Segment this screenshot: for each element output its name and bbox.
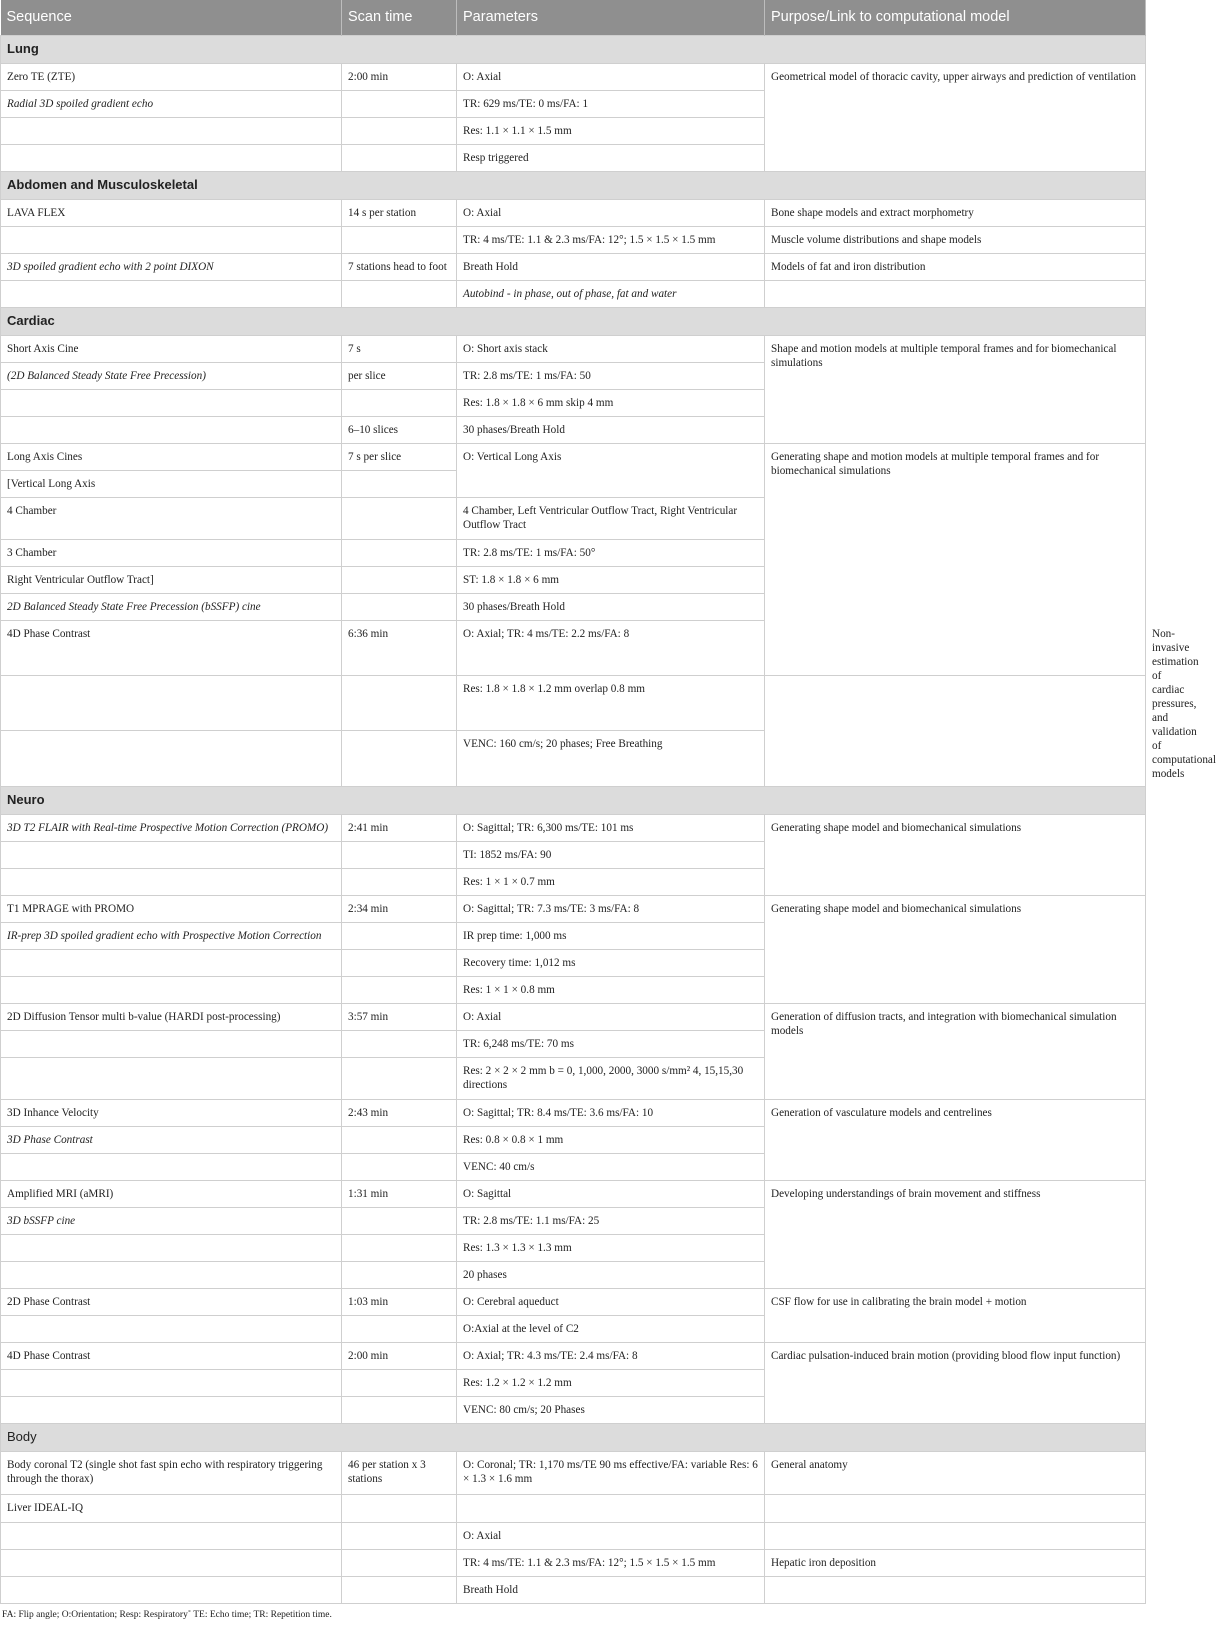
sequence-cell: 3D Phase Contrast <box>1 1126 342 1153</box>
scan-time-cell <box>342 949 457 976</box>
sequence-cell <box>1 675 342 730</box>
sequence-cell <box>1 416 342 443</box>
sequence-cell <box>1 949 342 976</box>
scan-time-cell <box>342 539 457 566</box>
purpose-cell: Bone shape models and extract morphometry <box>765 199 1146 226</box>
parameters-cell: VENC: 80 cm/s; 20 Phases <box>457 1396 765 1423</box>
table-row <box>1 895 1146 922</box>
sequence-cell: Radial 3D spoiled gradient echo <box>1 90 342 117</box>
table-row <box>1 1522 1146 1549</box>
parameters-cell: O: Axial <box>457 63 765 90</box>
scan-time-cell <box>342 1369 457 1396</box>
purpose-cell: Shape and motion models at multiple temporal frames and for biomechanical simulations <box>765 335 1146 443</box>
header-sequence: Sequence <box>1 0 342 35</box>
scan-time-cell <box>342 144 457 171</box>
sequence-cell <box>1 1030 342 1057</box>
sequence-cell: T1 MPRAGE with PROMO <box>1 895 342 922</box>
section-header-row <box>1 786 1146 814</box>
scan-time-cell <box>342 1234 457 1261</box>
purpose-cell <box>765 280 1146 307</box>
sequence-cell <box>1 868 342 895</box>
scan-time-cell <box>342 841 457 868</box>
parameters-cell: Resp triggered <box>457 144 765 171</box>
sequence-cell: Liver IDEAL-IQ <box>1 1494 342 1522</box>
scan-time-cell <box>342 1126 457 1153</box>
parameters-cell: O: Short axis stack <box>457 335 765 362</box>
scan-time-cell <box>342 731 457 786</box>
sequence-cell <box>1 976 342 1003</box>
scan-time-cell <box>342 1153 457 1180</box>
parameters-cell: Autobind - in phase, out of phase, fat and water <box>457 280 765 307</box>
sequence-cell <box>1 389 342 416</box>
purpose-cell: Generation of diffusion tracts, and integration with biomechanical simulation models <box>765 1003 1146 1099</box>
parameters-cell: TR: 4 ms/TE: 1.1 & 2.3 ms/FA: 12°; 1.5 × 1.5 × 1.5 mm <box>457 226 765 253</box>
table-row <box>1 253 1146 280</box>
sequence-cell <box>1 1315 342 1342</box>
parameters-cell: Breath Hold <box>457 1576 765 1603</box>
purpose-cell <box>765 1522 1146 1549</box>
parameters-cell: Res: 1 × 1 × 0.7 mm <box>457 868 765 895</box>
table-row <box>1 1099 1146 1126</box>
purpose-cell: General anatomy <box>765 1451 1146 1494</box>
sequence-cell <box>1 280 342 307</box>
scan-time-cell: 14 s per station <box>342 199 457 226</box>
parameters-cell: Res: 2 × 2 × 2 mm b = 0, 1,000, 2000, 3000 s/mm² 4, 15,15,30 directions <box>457 1057 765 1099</box>
scan-time-cell <box>342 566 457 593</box>
parameters-cell: TR: 4 ms/TE: 1.1 & 2.3 ms/FA: 12°; 1.5 × 1.5 × 1.5 mm <box>457 1549 765 1576</box>
purpose-cell: Cardiac pulsation-induced brain motion (providing blood flow input function) <box>765 1342 1146 1423</box>
parameters-cell: Res: 1.1 × 1.1 × 1.5 mm <box>457 117 765 144</box>
table-row <box>1 63 1146 90</box>
scan-time-cell <box>342 1315 457 1342</box>
purpose-cell: Generating shape model and biomechanical simulations <box>765 895 1146 1003</box>
parameters-cell: TR: 2.8 ms/TE: 1 ms/FA: 50° <box>457 539 765 566</box>
sequence-cell <box>1 144 342 171</box>
scan-time-cell <box>342 1057 457 1099</box>
parameters-cell: O:Axial at the level of C2 <box>457 1315 765 1342</box>
parameters-cell: TR: 629 ms/TE: 0 ms/FA: 1 <box>457 90 765 117</box>
purpose-cell <box>765 1494 1146 1522</box>
sequence-cell <box>1 1549 342 1576</box>
parameters-cell: ST: 1.8 × 1.8 × 6 mm <box>457 566 765 593</box>
scan-time-cell <box>342 1207 457 1234</box>
sequence-cell: LAVA FLEX <box>1 199 342 226</box>
scan-time-cell <box>342 117 457 144</box>
purpose-cell: Generation of vasculature models and centrelines <box>765 1099 1146 1180</box>
scan-time-cell: 7 s per slice <box>342 443 457 470</box>
parameters-cell: O: Sagittal <box>457 1180 765 1207</box>
section-header-row <box>1 35 1146 63</box>
parameters-cell: Res: 1 × 1 × 0.8 mm <box>457 976 765 1003</box>
table-row <box>1 731 1146 786</box>
purpose-cell: Geometrical model of thoracic cavity, upper airways and prediction of ventilation <box>765 63 1146 171</box>
scan-time-cell: 1:03 min <box>342 1288 457 1315</box>
parameters-cell: O: Axial <box>457 199 765 226</box>
scan-time-cell: 2:00 min <box>342 63 457 90</box>
scan-time-cell <box>342 922 457 949</box>
sequence-cell <box>1 731 342 786</box>
section-header-row <box>1 307 1146 335</box>
parameters-cell: O: Sagittal; TR: 8.4 ms/TE: 3.6 ms/FA: 10 <box>457 1099 765 1126</box>
scan-time-cell <box>342 389 457 416</box>
table-row <box>1 335 1146 362</box>
table-row <box>1 814 1146 841</box>
purpose-cell: Hepatic iron deposition <box>765 1549 1146 1576</box>
sequence-cell: 3D spoiled gradient echo with 2 point DIXON <box>1 253 342 280</box>
table-row <box>1 675 1146 730</box>
scan-time-cell <box>342 976 457 1003</box>
parameters-cell: TI: 1852 ms/FA: 90 <box>457 841 765 868</box>
parameters-cell: 4 Chamber, Left Ventricular Outflow Tract, Right Ventricular Outflow Tract <box>457 497 765 539</box>
parameters-cell: O: Cerebral aqueduct <box>457 1288 765 1315</box>
sequence-cell: 4D Phase Contrast <box>1 620 342 675</box>
section-title: Neuro <box>1 786 1146 814</box>
parameters-cell: Res: 1.3 × 1.3 × 1.3 mm <box>457 1234 765 1261</box>
table-row <box>1 1451 1146 1494</box>
sequence-cell: (2D Balanced Steady State Free Precession) <box>1 362 342 389</box>
sequence-cell <box>1 841 342 868</box>
sequence-cell: Amplified MRI (aMRI) <box>1 1180 342 1207</box>
table-row <box>1 199 1146 226</box>
parameters-cell: Res: 1.2 × 1.2 × 1.2 mm <box>457 1369 765 1396</box>
section-header-row <box>1 171 1146 199</box>
table-body <box>1 35 1216 1603</box>
scan-time-cell <box>342 1522 457 1549</box>
parameters-cell: O: Axial <box>457 1522 765 1549</box>
parameters-cell: Res: 0.8 × 0.8 × 1 mm <box>457 1126 765 1153</box>
scan-time-cell: 2:43 min <box>342 1099 457 1126</box>
purpose-cell: CSF flow for use in calibrating the brain model + motion <box>765 1288 1146 1342</box>
parameters-cell: TR: 6,248 ms/TE: 70 ms <box>457 1030 765 1057</box>
parameters-cell: O: Axial; TR: 4.3 ms/TE: 2.4 ms/FA: 8 <box>457 1342 765 1369</box>
sequence-cell <box>1 1234 342 1261</box>
sequence-cell: Body coronal T2 (single shot fast spin echo with respiratory triggering through the thorax) <box>1 1451 342 1494</box>
scan-time-cell <box>342 90 457 117</box>
sequence-cell <box>1 1369 342 1396</box>
sequence-cell: 3D Inhance Velocity <box>1 1099 342 1126</box>
parameters-cell: Breath Hold <box>457 253 765 280</box>
scan-time-cell <box>342 1261 457 1288</box>
header-purpose: Purpose/Link to computational model <box>765 0 1146 35</box>
scan-time-cell <box>342 1549 457 1576</box>
header-scan-time: Scan time <box>342 0 457 35</box>
scan-time-cell: 2:41 min <box>342 814 457 841</box>
table-row <box>1 280 1146 307</box>
table-row <box>1 1494 1146 1522</box>
parameters-cell: IR prep time: 1,000 ms <box>457 922 765 949</box>
sequence-cell: 4 Chamber <box>1 497 342 539</box>
section-title: Lung <box>1 35 1146 63</box>
sequence-cell: Zero TE (ZTE) <box>1 63 342 90</box>
scan-time-cell <box>342 675 457 730</box>
section-header-row <box>1 1423 1146 1451</box>
purpose-cell: Developing understandings of brain movement and stiffness <box>765 1180 1146 1288</box>
parameters-cell: O: Axial; TR: 4 ms/TE: 2.2 ms/FA: 8 <box>457 620 765 675</box>
parameters-cell: O: Coronal; TR: 1,170 ms/TE 90 ms effective/FA: variable Res: 6 × 1.3 × 1.6 mm <box>457 1451 765 1494</box>
sequence-cell: Right Ventricular Outflow Tract] <box>1 566 342 593</box>
sequence-cell: 2D Diffusion Tensor multi b-value (HARDI post-processing) <box>1 1003 342 1030</box>
scan-time-cell <box>342 1030 457 1057</box>
sequence-cell <box>1 1057 342 1099</box>
parameters-cell: O: Sagittal; TR: 6,300 ms/TE: 101 ms <box>457 814 765 841</box>
scan-time-cell: 46 per station x 3 stations <box>342 1451 457 1494</box>
sequence-cell: [Vertical Long Axis <box>1 470 342 497</box>
parameters-cell: TR: 2.8 ms/TE: 1 ms/FA: 50 <box>457 362 765 389</box>
scan-time-cell <box>342 470 457 497</box>
table-row <box>1 1576 1146 1603</box>
sequence-cell: IR-prep 3D spoiled gradient echo with Prospective Motion Correction <box>1 922 342 949</box>
header-parameters: Parameters <box>457 0 765 35</box>
section-title: Cardiac <box>1 307 1146 335</box>
table-row <box>1 1549 1146 1576</box>
purpose-cell: Generating shape and motion models at multiple temporal frames and for biomechanical simulations <box>765 443 1146 675</box>
sequence-cell: 2D Balanced Steady State Free Precession (bSSFP) cine <box>1 593 342 620</box>
scan-time-cell <box>342 868 457 895</box>
purpose-cell <box>765 1576 1146 1603</box>
sequence-cell: Short Axis Cine <box>1 335 342 362</box>
table-row <box>1 1180 1146 1207</box>
table-row <box>1 443 1146 470</box>
sequence-cell <box>1 226 342 253</box>
table-header-row <box>1 0 1146 35</box>
scan-time-cell <box>342 497 457 539</box>
sequence-cell: 3D T2 FLAIR with Real-time Prospective Motion Correction (PROMO) <box>1 814 342 841</box>
sequence-cell <box>1 1576 342 1603</box>
sequence-cell: 3 Chamber <box>1 539 342 566</box>
purpose-cell: Muscle volume distributions and shape models <box>765 226 1146 253</box>
table-row <box>1 1342 1146 1369</box>
scan-time-cell: 2:34 min <box>342 895 457 922</box>
table-row <box>1 226 1146 253</box>
scan-time-cell <box>342 226 457 253</box>
section-title: Abdomen and Musculoskeletal <box>1 171 1146 199</box>
table-footnote: FA: Flip angle; O:Orientation; Resp: Respiratory˚ TE: Echo time; TR: Repetition time. <box>2 1609 332 1620</box>
scan-time-cell: 2:00 min <box>342 1342 457 1369</box>
scan-time-cell: 3:57 min <box>342 1003 457 1030</box>
sequence-cell <box>1 1522 342 1549</box>
table-row <box>1 1003 1146 1030</box>
parameters-cell: VENC: 160 cm/s; 20 phases; Free Breathing <box>457 731 765 786</box>
sequence-cell: 2D Phase Contrast <box>1 1288 342 1315</box>
parameters-cell: Res: 1.8 × 1.8 × 1.2 mm overlap 0.8 mm <box>457 675 765 730</box>
scan-time-cell: 6:36 min <box>342 620 457 675</box>
sequence-cell: 4D Phase Contrast <box>1 1342 342 1369</box>
sequence-cell <box>1 1153 342 1180</box>
parameters-cell: VENC: 40 cm/s <box>457 1153 765 1180</box>
section-title: Body <box>1 1423 1146 1451</box>
sequence-cell <box>1 1396 342 1423</box>
scan-time-cell: 6–10 slices <box>342 416 457 443</box>
scan-time-cell: 7 s <box>342 335 457 362</box>
sequence-cell: 3D bSSFP cine <box>1 1207 342 1234</box>
parameters-cell: Recovery time: 1,012 ms <box>457 949 765 976</box>
table-row <box>1 1288 1146 1315</box>
parameters-cell <box>457 1494 765 1522</box>
purpose-cell: Models of fat and iron distribution <box>765 253 1146 280</box>
purpose-cell: Generating shape model and biomechanical simulations <box>765 814 1146 895</box>
parameters-cell: Res: 1.8 × 1.8 × 6 mm skip 4 mm <box>457 389 765 416</box>
parameters-cell: O: Axial <box>457 1003 765 1030</box>
scan-time-cell: per slice <box>342 362 457 389</box>
sequence-cell: Long Axis Cines <box>1 443 342 470</box>
scan-time-cell <box>342 1576 457 1603</box>
sequence-cell <box>1 117 342 144</box>
parameters-cell: 20 phases <box>457 1261 765 1288</box>
scan-time-cell <box>342 280 457 307</box>
scan-time-cell: 1:31 min <box>342 1180 457 1207</box>
parameters-cell: 30 phases/Breath Hold <box>457 593 765 620</box>
sequence-cell <box>1 1261 342 1288</box>
parameters-cell: O: Vertical Long Axis <box>457 443 765 497</box>
scan-time-cell <box>342 1396 457 1423</box>
parameters-cell: O: Sagittal; TR: 7.3 ms/TE: 3 ms/FA: 8 <box>457 895 765 922</box>
scan-time-cell <box>342 1494 457 1522</box>
scan-time-cell <box>342 593 457 620</box>
parameters-cell: 30 phases/Breath Hold <box>457 416 765 443</box>
table-row: 4D Phase Contrast 6:36 min O: Axial; TR: 4 ms/TE: 2.2 ms/FA: 8 Non-invasive estimation of cardiac pressures, and validation of computational models <box>1 620 1146 675</box>
parameters-cell: TR: 2.8 ms/TE: 1.1 ms/FA: 25 <box>457 1207 765 1234</box>
scan-time-cell: 7 stations head to foot <box>342 253 457 280</box>
